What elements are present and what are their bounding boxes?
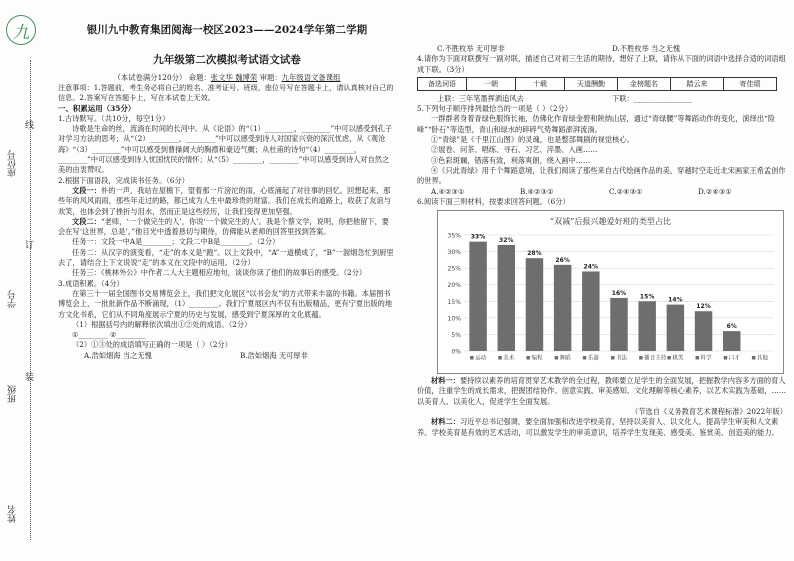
material1-text: 要持续以素养的培育贯穿艺术教学的全过程，教师要立足学生的全面发展，把握教学内容多方面的育人价值，注重学生的成长需求，把握团结协作、创意实践、审美感知、文化理解等核心素养，以艺术实践为基础，……以美育人、以美化人，促进学生全面发展。: [417, 376, 787, 406]
school-logo-icon: 九: [6, 15, 36, 45]
option-c: C.不胜枚举 无可厚非: [437, 44, 505, 53]
x-tick-label: 其他: [756, 355, 769, 362]
line-mark: 线: [25, 121, 35, 131]
legend-swatch: [667, 356, 671, 360]
question-4: 4.请你为下面对联撰写一副对联，描述自己对初三生活的期待，想好了上联，请你从下面的词语中选择合适的词语组成下联。（3分）: [417, 54, 786, 74]
chart-canvas: [438, 211, 783, 373]
bar: [610, 298, 627, 351]
material2-label: 材料二：: [431, 417, 460, 427]
task-1: 任务一：文段一中A是________；文段二中B是________。（2分）: [72, 237, 280, 247]
name-label: 姓名: [8, 505, 18, 523]
question-3-sub1: （1）根据括号内的解释依次填出①②处的成语。（2分）: [72, 319, 252, 329]
word-table: [417, 77, 777, 91]
data-label: 26%: [555, 256, 570, 264]
question-2: 2.根据下面语段，完成读书任务。（6分）: [58, 175, 190, 185]
legend-swatch: [611, 356, 615, 360]
legend-swatch: [696, 356, 700, 360]
y-tick-label: 0%: [451, 348, 461, 356]
exam-info: [58, 73, 396, 83]
x-tick-label: 舞蹈: [559, 355, 571, 362]
lower-couplet: 下联：________________: [612, 93, 693, 103]
question-3-blank: ①________ ②________: [72, 330, 146, 340]
bar: [695, 311, 712, 351]
y-tick-label: 5%: [451, 332, 461, 340]
question-1: 1.古诗默写。（共10分，每空1分）: [58, 113, 170, 123]
data-label: 28%: [527, 250, 542, 258]
legend-swatch: [639, 356, 643, 360]
question-5-item: ④《只此青绿》用千个舞蹈意境，让我们阅读了那些来自古代绘画作品的美，穿越时空走近北宋画家王希孟创作的世界。: [417, 165, 786, 186]
bar: [526, 258, 543, 351]
data-label: 6%: [726, 323, 737, 331]
legend-swatch: [526, 356, 530, 360]
question-5-item: ③色彩斑斓，错落有致，利落爽朗，绕入画中……: [431, 155, 591, 165]
bar: [582, 272, 599, 352]
left-column: [58, 0, 396, 361]
word-table-label: 备选词语: [418, 77, 467, 90]
option-d: D.不胜枚举 当之无愧: [612, 44, 681, 53]
question-3-sub2: （2）①③处的成语填写正确的一项是（ ）（2分）: [72, 340, 232, 350]
seat-number-label: 座位号: [8, 150, 18, 177]
bar: [469, 242, 486, 351]
legend-swatch: [470, 356, 474, 360]
x-tick-label: 书法: [616, 355, 628, 362]
bar-chart: [437, 210, 784, 374]
exam-subtitle: 九年级第二次模拟考试语文试卷: [153, 54, 301, 66]
passage-text: 朴的一声，我站在屋檐下，望着那一片滂沱的雨，心底涌起了对往事的回忆。回想起来，那些年的风风雨雨，那些年走过的路，都已成为人生中最珍贵的财富。我们在成长的道路上，收获了友谊与欢笑，也体会到了挫折与泪水，然而正是这些经历，让我们变得更加坚强。: [58, 185, 391, 216]
x-tick-label: 播音主持: [644, 355, 667, 362]
exam-note: 注意事项：1.答题前，考生务必将自己的姓名、准考证号、班级、座位号写在答题卡上，请认真核对自己的信息。2.答案写在答题卡上，写在本试卷上无效。: [58, 83, 394, 103]
x-tick-label: 乐器: [587, 355, 599, 362]
option-a: A.浩如烟海 当之无愧: [84, 350, 152, 360]
bar: [554, 265, 571, 351]
word-cell: 金榜题名: [618, 77, 671, 90]
passage-label: 文段一：: [72, 185, 101, 195]
bar: [723, 331, 740, 351]
x-tick-label: 美术: [503, 355, 515, 362]
question-3: 3.成语积累。（4分）: [58, 278, 124, 288]
y-tick-label: 15%: [447, 298, 461, 306]
x-tick-label: 棋类: [672, 355, 684, 362]
legend-swatch: [583, 356, 587, 360]
question-5-item: ①“青绿”是《千里江山图》的灵魂，也是整部舞剧的视觉核心。: [431, 135, 634, 145]
line-mark: 订: [25, 241, 35, 251]
chart-title: “双减”后报兴趣爱好班的类型占比: [549, 217, 672, 227]
review-prefix: 审题：: [257, 73, 282, 82]
material1-label: 材料一：: [431, 376, 460, 386]
x-tick-label: 运动: [475, 355, 487, 362]
option-b: B.浩如烟海 无可厚非: [240, 350, 308, 360]
question-3-text: 在第三十一届全国图书交易博览会上，我们把文化展区“以书会友”的方式带来丰富的书籍。本届图书博览会上，一批批新作品不断涌现，（1）________。我们宁夏展区内不仅有出版精品，更有宁夏出版的地方文化书系，它们从不同角度展示宁夏的历史与发展，感受到宁夏深厚的文化底蕴。: [58, 288, 393, 319]
q5-option-c: C.②④③①: [609, 186, 643, 196]
info-prefix: （本试卷满分120分） 命题：: [113, 73, 211, 82]
data-label: 32%: [499, 237, 514, 245]
q5-option-d: D.②④③①: [698, 186, 732, 196]
class-label: 班级: [8, 385, 18, 403]
exam-title: 银川九中教育集团阅海一校区2023——2024学年第二学期: [86, 24, 368, 36]
legend-swatch: [555, 356, 559, 360]
y-tick-label: 35%: [447, 232, 461, 240]
legend-swatch: [498, 356, 502, 360]
data-label: 24%: [583, 263, 599, 271]
authors: 张文华 魏博荣: [210, 73, 258, 82]
section-heading: 一、积累运用（35分）: [58, 103, 136, 113]
question-5-item: ②展卷、问茶、唱练、寻石、习艺、淬墨、入画……: [431, 145, 598, 155]
question-5-text: 一群群者身着青绿色服饰长袖，仿佛化作青绿金碧和陕纳山居，通过“青绿腰”等舞蹈动作的变化，演绎出“险峰”“卧石”等造型，青山和绿水的碎碎气势舞蹈澎湃流淌。: [417, 114, 776, 134]
data-label: 16%: [611, 290, 627, 298]
material2-text: 习近平总书记强调，要全面加强和改进学校美育，坚持以美育人、以文化人，提高学生审美和人文素养。学校美育是有效的艺术活动，可以激发学生的审美意识，培养学生发现美、感受美、鉴赏美、创造美的能力。: [417, 417, 779, 437]
legend-swatch: [724, 356, 728, 360]
legend-swatch: [752, 356, 756, 360]
task-3: 任务三：《桃林外公》中作者二人大主题相应地句，谈谈你读了他们的故事后的感受。（2分）: [72, 268, 367, 278]
y-tick-label: 20%: [447, 282, 461, 290]
task-2: 任务二：从汉字的演变看，“走”的本义是“跑”。以上文段中，“A”一道横成了，“B”一溜烟急忙到厨里去了，请结合上下文说说“走”的本义在文段中的运用。（2分）: [58, 247, 394, 268]
word-cell: 天道酬勤: [565, 77, 618, 90]
q5-option-a: A.④②③①: [431, 186, 465, 196]
question-1-text: 诗歌是生命的丝，流淌在时间的长河中。从《论语》的“（1）________，________”中可以感受到孔子对学习方法的思考；从“（2）________，________”中可以感受到诗人对国家兴衰的深沉忧虑，从《观沧海》“（3）________”中可以感受到曹操阔大的胸襟和豪迈气概；从杜甫的诗句“（4）________，________”中可以感受到诗人忧国忧民的情怀；从“（5）________，________”中可以感受到诗人对自然之美的由衷赞叹。: [58, 124, 393, 175]
passage2-label: 文段二：: [72, 216, 101, 226]
question-5: 5.下列句子顺序排列最恰当的一项是（ ）（2分）: [417, 104, 573, 114]
data-label: 33%: [470, 233, 486, 241]
y-tick-label: 30%: [447, 249, 461, 257]
x-tick-label: 科学: [700, 355, 712, 362]
word-cell: 踏云来: [671, 77, 724, 90]
bar: [638, 301, 655, 351]
reviewer: 九年级语文备课组: [281, 73, 341, 82]
binding-line: [30, 60, 31, 540]
binding-margin: [0, 0, 62, 561]
bar: [667, 305, 684, 351]
student-number-label: 学号: [8, 290, 18, 308]
data-label: 15%: [639, 293, 655, 301]
word-cell: 十载: [516, 77, 565, 90]
bar: [498, 245, 515, 351]
passage2-text: “老师，‘一个做完生的人’，你说‘一个做完生的人’。我是个蔡文学，说明，你把他留下，要会在写‘这世界，总是’。”他目光中透着恳切与期待，仿佛能从老师的回答里找到答案。: [58, 216, 390, 237]
upper-couplet: 上联：三年笔墨挥洒追风去: [437, 93, 524, 103]
data-label: 14%: [668, 296, 683, 304]
word-cell: 一朝: [467, 77, 516, 90]
x-tick-label: 编程: [531, 355, 543, 362]
q5-option-b: B.④②③①: [520, 186, 554, 196]
material1-source: （节选自《义务教育艺术课程标准》2022年版）: [630, 407, 787, 417]
question-6: 6.阅读下面三则材料，按要求回答问题。（6分）: [417, 196, 570, 206]
right-column: [417, 0, 787, 438]
y-tick-label: 10%: [447, 315, 461, 323]
line-mark: 装: [25, 373, 35, 383]
x-tick-label: 口才: [728, 355, 740, 362]
y-tick-label: 25%: [447, 265, 461, 273]
word-cell: 寄佳绩: [724, 77, 777, 90]
data-label: 12%: [696, 303, 711, 311]
